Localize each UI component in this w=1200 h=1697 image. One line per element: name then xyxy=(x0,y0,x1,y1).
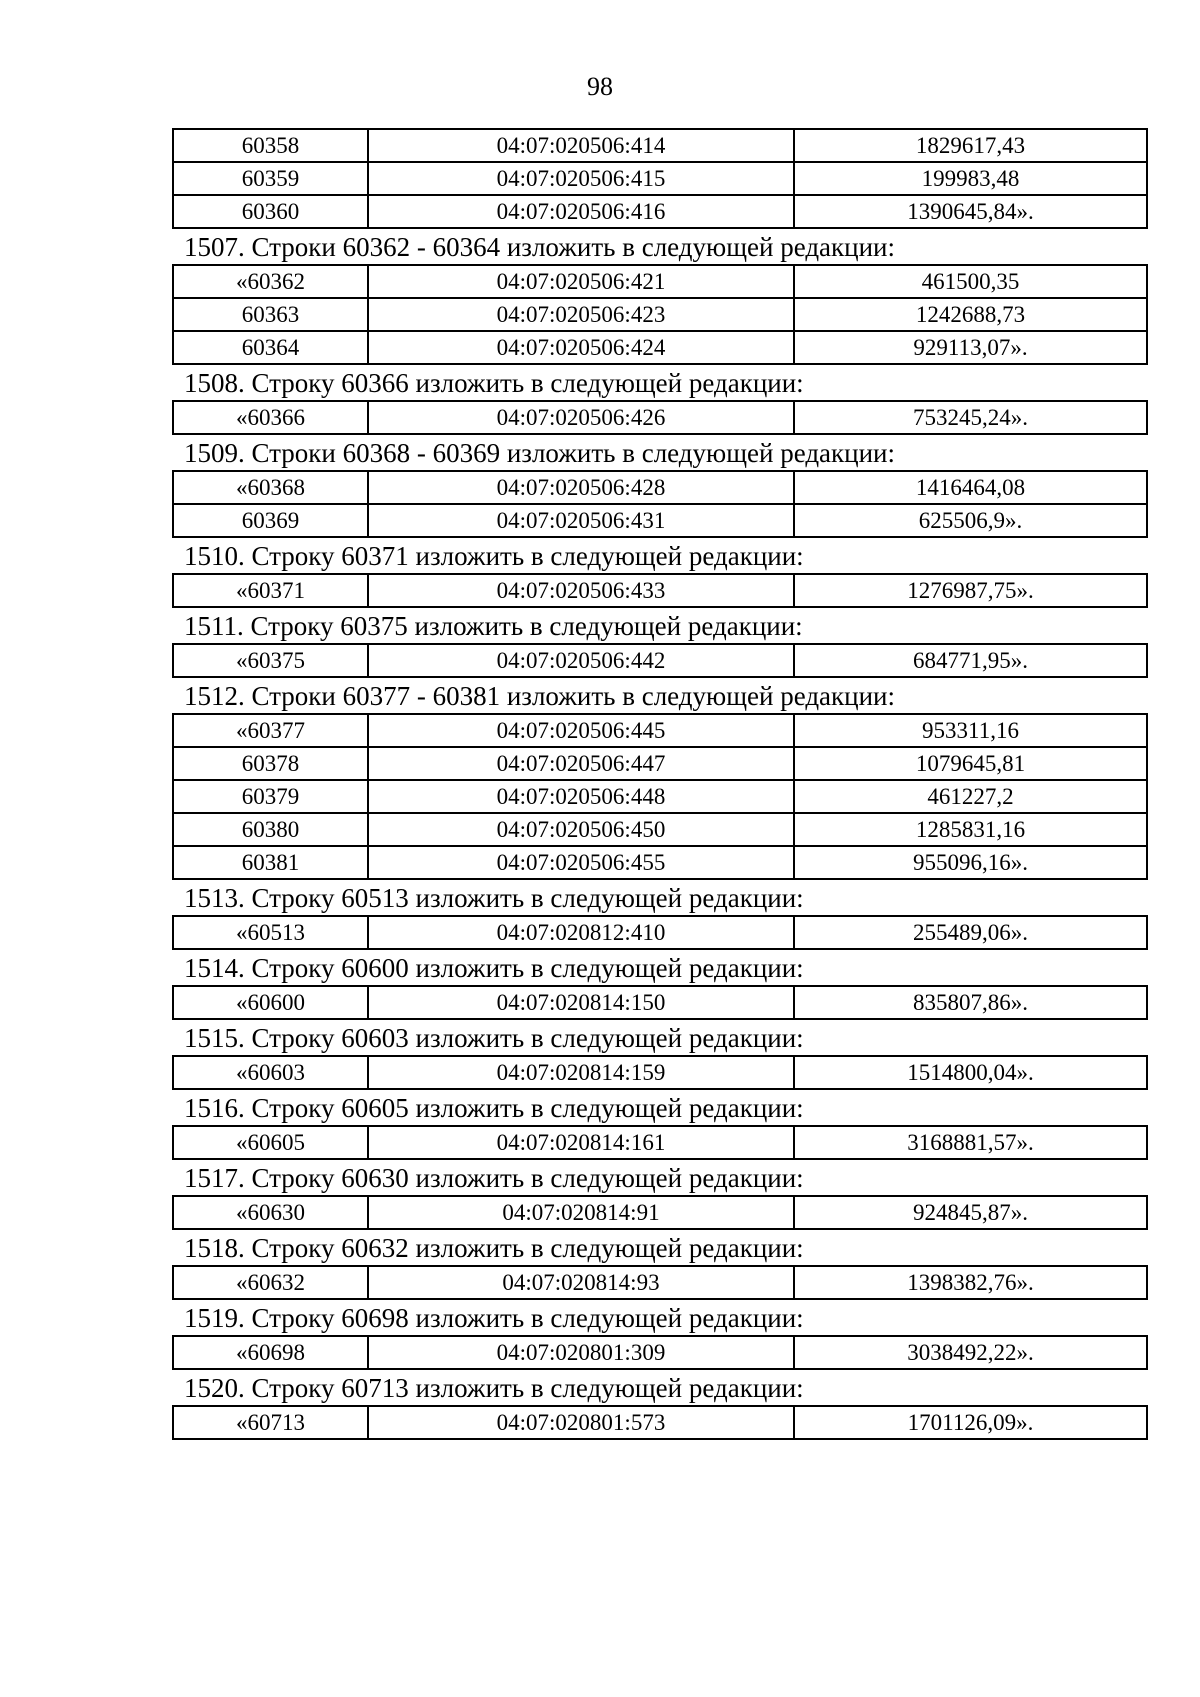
table-row xyxy=(173,1196,1147,1229)
value-cell: 929113,07». xyxy=(794,331,1147,364)
row-number-cell: «60368 xyxy=(173,471,368,504)
value-cell: 1416464,08 xyxy=(794,471,1147,504)
value-cell: 3038492,22». xyxy=(794,1336,1147,1369)
row-number-cell: 60380 xyxy=(173,813,368,846)
row-number-cell: 60378 xyxy=(173,747,368,780)
amendment-table xyxy=(172,1125,1148,1160)
document-body xyxy=(172,128,1146,1440)
table-row xyxy=(173,331,1147,364)
table-row xyxy=(173,504,1147,537)
table-row xyxy=(173,298,1147,331)
value-cell: 1514800,04». xyxy=(794,1056,1147,1089)
table-row xyxy=(173,1266,1147,1299)
amendment-heading: 1519. Строку 60698 изложить в следующей редакции: xyxy=(184,1303,804,1333)
table-row xyxy=(173,1406,1147,1439)
table-row xyxy=(173,1336,1147,1369)
cadastral-number-cell: 04:07:020506:428 xyxy=(368,471,794,504)
row-number-cell: «60366 xyxy=(173,401,368,434)
cadastral-number-cell: 04:07:020506:424 xyxy=(368,331,794,364)
amendment-heading: 1507. Строки 60362 - 60364 изложить в следующей редакции: xyxy=(184,232,896,262)
table-row xyxy=(173,916,1147,949)
row-number-cell: 60360 xyxy=(173,195,368,228)
value-cell: 1701126,09». xyxy=(794,1406,1147,1439)
cadastral-number-cell: 04:07:020506:433 xyxy=(368,574,794,607)
cadastral-number-cell: 04:07:020506:448 xyxy=(368,780,794,813)
table-row xyxy=(173,265,1147,298)
amendment-heading: 1512. Строки 60377 - 60381 изложить в следующей редакции: xyxy=(184,681,896,711)
row-number-cell: «60600 xyxy=(173,986,368,1019)
amendment-heading: 1510. Строку 60371 изложить в следующей редакции: xyxy=(184,541,804,571)
value-cell: 955096,16». xyxy=(794,846,1147,879)
table-row xyxy=(173,1056,1147,1089)
cadastral-number-cell: 04:07:020506:426 xyxy=(368,401,794,434)
table-row xyxy=(173,780,1147,813)
table-row xyxy=(173,714,1147,747)
cadastral-number-cell: 04:07:020506:423 xyxy=(368,298,794,331)
cadastral-number-cell: 04:07:020506:455 xyxy=(368,846,794,879)
amendment-table xyxy=(172,470,1148,538)
table-row xyxy=(173,195,1147,228)
table-row xyxy=(173,162,1147,195)
amendment-table xyxy=(172,1405,1148,1440)
row-number-cell: 60358 xyxy=(173,129,368,162)
value-cell: 625506,9». xyxy=(794,504,1147,537)
cadastral-number-cell: 04:07:020801:309 xyxy=(368,1336,794,1369)
cadastral-number-cell: 04:07:020801:573 xyxy=(368,1406,794,1439)
amendment-table xyxy=(172,1265,1148,1300)
row-number-cell: «60362 xyxy=(173,265,368,298)
row-number-cell: «60377 xyxy=(173,714,368,747)
row-number-cell: 60359 xyxy=(173,162,368,195)
value-cell: 684771,95». xyxy=(794,644,1147,677)
amendment-table xyxy=(172,128,1148,229)
page-number: 98 xyxy=(587,72,613,101)
row-number-cell: 60363 xyxy=(173,298,368,331)
cadastral-number-cell: 04:07:020506:442 xyxy=(368,644,794,677)
row-number-cell: 60369 xyxy=(173,504,368,537)
value-cell: 3168881,57». xyxy=(794,1126,1147,1159)
amendment-table xyxy=(172,643,1148,678)
cadastral-number-cell: 04:07:020812:410 xyxy=(368,916,794,949)
cadastral-number-cell: 04:07:020506:414 xyxy=(368,129,794,162)
table-row xyxy=(173,574,1147,607)
row-number-cell: «60513 xyxy=(173,916,368,949)
amendment-heading: 1508. Строку 60366 изложить в следующей редакции: xyxy=(184,368,804,398)
cadastral-number-cell: 04:07:020814:91 xyxy=(368,1196,794,1229)
amendment-heading: 1515. Строку 60603 изложить в следующей редакции: xyxy=(184,1023,804,1053)
amendment-table xyxy=(172,573,1148,608)
row-number-cell: 60381 xyxy=(173,846,368,879)
table-row xyxy=(173,846,1147,879)
row-number-cell: 60364 xyxy=(173,331,368,364)
table-row xyxy=(173,986,1147,1019)
amendment-heading: 1517. Строку 60630 изложить в следующей редакции: xyxy=(184,1163,804,1193)
value-cell: 1829617,43 xyxy=(794,129,1147,162)
table-row xyxy=(173,471,1147,504)
amendment-table xyxy=(172,1335,1148,1370)
amendment-table xyxy=(172,1055,1148,1090)
value-cell: 1079645,81 xyxy=(794,747,1147,780)
table-row xyxy=(173,1126,1147,1159)
row-number-cell: «60371 xyxy=(173,574,368,607)
value-cell: 1242688,73 xyxy=(794,298,1147,331)
cadastral-number-cell: 04:07:020814:159 xyxy=(368,1056,794,1089)
value-cell: 835807,86». xyxy=(794,986,1147,1019)
value-cell: 255489,06». xyxy=(794,916,1147,949)
amendment-heading: 1518. Строку 60632 изложить в следующей редакции: xyxy=(184,1233,804,1263)
table-row xyxy=(173,813,1147,846)
table-row xyxy=(173,129,1147,162)
row-number-cell: «60632 xyxy=(173,1266,368,1299)
row-number-cell: «60713 xyxy=(173,1406,368,1439)
row-number-cell: «60605 xyxy=(173,1126,368,1159)
row-number-cell: «60630 xyxy=(173,1196,368,1229)
value-cell: 461227,2 xyxy=(794,780,1147,813)
amendment-table xyxy=(172,400,1148,435)
amendment-table xyxy=(172,713,1148,880)
value-cell: 461500,35 xyxy=(794,265,1147,298)
table-row xyxy=(173,747,1147,780)
table-row xyxy=(173,644,1147,677)
cadastral-number-cell: 04:07:020814:150 xyxy=(368,986,794,1019)
amendment-table xyxy=(172,985,1148,1020)
amendment-table xyxy=(172,1195,1148,1230)
cadastral-number-cell: 04:07:020506:415 xyxy=(368,162,794,195)
value-cell: 1285831,16 xyxy=(794,813,1147,846)
table-row xyxy=(173,401,1147,434)
cadastral-number-cell: 04:07:020506:447 xyxy=(368,747,794,780)
amendment-heading: 1511. Строку 60375 изложить в следующей редакции: xyxy=(184,611,803,641)
value-cell: 1276987,75». xyxy=(794,574,1147,607)
amendment-heading: 1516. Строку 60605 изложить в следующей редакции: xyxy=(184,1093,804,1123)
amendment-table xyxy=(172,264,1148,365)
row-number-cell: «60698 xyxy=(173,1336,368,1369)
value-cell: 924845,87». xyxy=(794,1196,1147,1229)
amendment-heading: 1509. Строки 60368 - 60369 изложить в следующей редакции: xyxy=(184,438,896,468)
value-cell: 1390645,84». xyxy=(794,195,1147,228)
value-cell: 199983,48 xyxy=(794,162,1147,195)
cadastral-number-cell: 04:07:020506:445 xyxy=(368,714,794,747)
value-cell: 753245,24». xyxy=(794,401,1147,434)
row-number-cell: «60603 xyxy=(173,1056,368,1089)
row-number-cell: 60379 xyxy=(173,780,368,813)
amendment-heading: 1513. Строку 60513 изложить в следующей редакции: xyxy=(184,883,804,913)
amendment-heading: 1514. Строку 60600 изложить в следующей редакции: xyxy=(184,953,804,983)
amendment-table xyxy=(172,915,1148,950)
value-cell: 953311,16 xyxy=(794,714,1147,747)
cadastral-number-cell: 04:07:020506:450 xyxy=(368,813,794,846)
amendment-heading: 1520. Строку 60713 изложить в следующей редакции: xyxy=(184,1373,804,1403)
value-cell: 1398382,76». xyxy=(794,1266,1147,1299)
cadastral-number-cell: 04:07:020506:421 xyxy=(368,265,794,298)
row-number-cell: «60375 xyxy=(173,644,368,677)
cadastral-number-cell: 04:07:020814:161 xyxy=(368,1126,794,1159)
cadastral-number-cell: 04:07:020814:93 xyxy=(368,1266,794,1299)
cadastral-number-cell: 04:07:020506:431 xyxy=(368,504,794,537)
cadastral-number-cell: 04:07:020506:416 xyxy=(368,195,794,228)
